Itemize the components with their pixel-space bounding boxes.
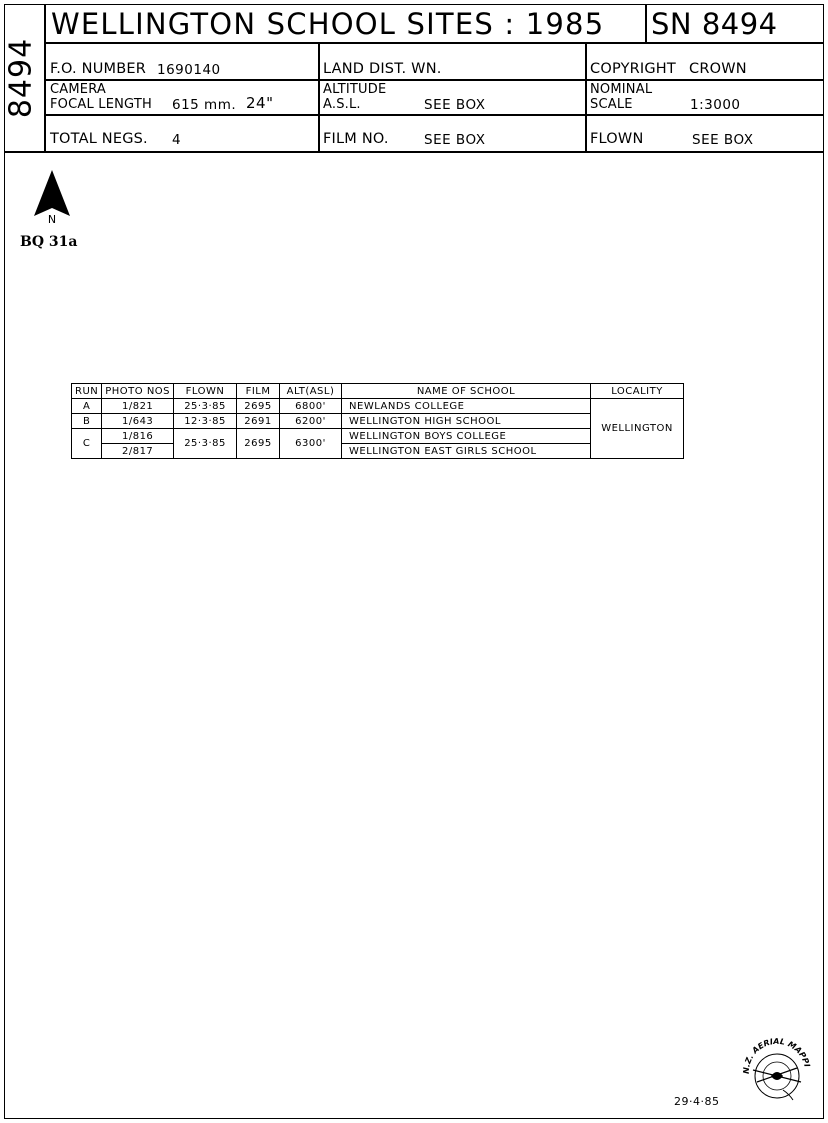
flown-value: SEE BOX: [692, 132, 754, 148]
col-header-flown: FLOWN: [174, 384, 237, 399]
fo-number-value: 1690140: [157, 62, 221, 78]
copyright-value: CROWN: [689, 61, 747, 77]
cell-film: 2695: [237, 429, 280, 459]
cell-film: 2695: [237, 399, 280, 414]
cell-flown: 25·3·85: [174, 399, 237, 414]
col-header-alt: ALT(ASL): [280, 384, 342, 399]
col-header-name: NAME OF SCHOOL: [342, 384, 591, 399]
focal-length-label: FOCAL LENGTH: [50, 97, 152, 112]
asl-label: A.S.L.: [323, 97, 361, 112]
flown-label: FLOWN: [590, 131, 644, 147]
land-district-label: LAND DIST. WN.: [323, 61, 442, 77]
scale-value: 1:3000: [690, 97, 741, 113]
col-header-film: FILM: [237, 384, 280, 399]
cell-school-name: WELLINGTON BOYS COLLEGE: [342, 429, 591, 444]
total-negs-value: 4: [172, 132, 182, 148]
cell-alt: 6300': [280, 429, 342, 459]
table-row: [72, 399, 684, 414]
nz-aerial-mapping-stamp-icon: [735, 1030, 820, 1110]
header-divider: [44, 114, 824, 116]
cell-run: B: [72, 414, 102, 429]
cell-locality: WELLINGTON: [591, 399, 684, 459]
col-header-photo-nos: PHOTO NOS: [102, 384, 174, 399]
reference-code: BQ 31a: [20, 234, 78, 250]
focal-length-value: 615 mm.: [172, 97, 237, 113]
nominal-label: NOMINAL: [590, 82, 653, 97]
svg-text:N.Z. AERIAL MAPPING LTD: N.Z. AERIAL MAPPI: [741, 1036, 812, 1075]
north-arrow-icon: [32, 168, 72, 228]
col-header-locality: LOCALITY: [591, 384, 684, 399]
cell-photo: 2/817: [102, 444, 174, 459]
cell-flown: 25·3·85: [174, 429, 237, 459]
cell-alt: 6800': [280, 399, 342, 414]
cell-film: 2691: [237, 414, 280, 429]
table-header-row: [72, 384, 684, 399]
film-no-value: SEE BOX: [424, 132, 486, 148]
header-bottom-line: [4, 151, 824, 153]
sheet-title: WELLINGTON SCHOOL SITES : 1985: [51, 7, 605, 41]
sheet-number: SN 8494: [651, 7, 778, 41]
cell-alt: 6200': [280, 414, 342, 429]
col-header-run: RUN: [72, 384, 102, 399]
focal-length-inches: 24": [246, 94, 274, 112]
header-divider: [44, 79, 824, 81]
cell-school-name: WELLINGTON EAST GIRLS SCHOOL: [342, 444, 591, 459]
header-divider: [44, 4, 46, 152]
header-divider: [645, 4, 647, 42]
vertical-sheet-code: 8494: [3, 37, 39, 119]
scale-label: SCALE: [590, 97, 633, 112]
sheet-border: [4, 4, 824, 1119]
cell-photo: 1/643: [102, 414, 174, 429]
cell-flown: 12·3·85: [174, 414, 237, 429]
cell-school-name: WELLINGTON HIGH SCHOOL: [342, 414, 591, 429]
copyright-label: COPYRIGHT: [590, 61, 676, 77]
film-no-label: FILM NO.: [323, 131, 389, 147]
header-divider: [585, 42, 587, 152]
cell-photo: 1/816: [102, 429, 174, 444]
runs-table: [71, 383, 684, 459]
altitude-label: ALTITUDE: [323, 82, 387, 97]
camera-label: CAMERA: [50, 82, 106, 97]
cell-run: C: [72, 429, 102, 459]
header-divider: [318, 42, 320, 152]
north-label: N: [47, 213, 57, 226]
issue-date: 29·4·85: [674, 1095, 720, 1108]
cell-run: A: [72, 399, 102, 414]
asl-value: SEE BOX: [424, 97, 486, 113]
cell-photo: 1/821: [102, 399, 174, 414]
cell-school-name: NEWLANDS COLLEGE: [342, 399, 591, 414]
total-negs-label: TOTAL NEGS.: [50, 131, 148, 147]
fo-number-label: F.O. NUMBER: [50, 61, 147, 77]
header-divider: [44, 42, 824, 44]
